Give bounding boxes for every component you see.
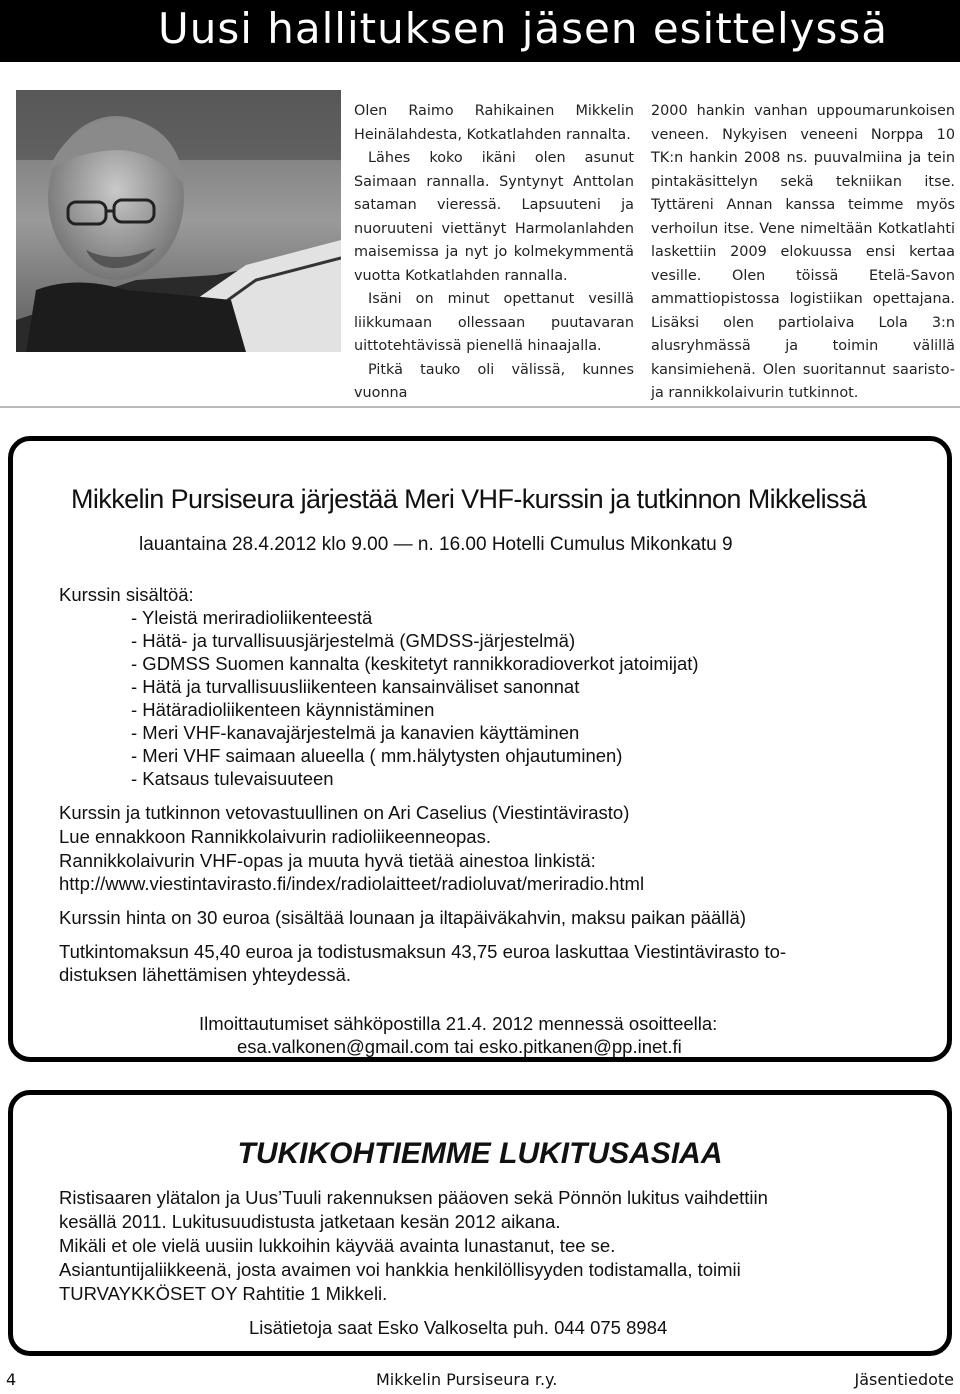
intro-paragraph: Olen Raimo Rahikainen Mikkelin Heinälahdesta, Kotkatlahden rannalta. <box>354 103 634 143</box>
course-item: - Meri VHF saimaan alueella ( mm.hälytysten ohjautuminen) <box>131 745 623 766</box>
intro-column-2 <box>651 100 955 406</box>
course-signup-emails[interactable]: esa.valkonen@gmail.com tai esko.pitkanen@pp.inet.fi <box>237 1036 682 1057</box>
page-number: 4 <box>6 1370 17 1389</box>
course-read-note: Lue ennakkoon Rannikkolaivurin radioliikeenneopas. <box>59 826 491 847</box>
locks-line: kesällä 2011. Lukitusuudistusta jatketaan kesän 2012 aikana. <box>59 1211 561 1232</box>
page-banner <box>0 0 960 62</box>
page-title: Uusi hallituksen jäsen esittelyssä <box>158 4 889 53</box>
course-exam-fee-cont: distuksen lähettämisen yhteydessä. <box>59 964 352 985</box>
locks-title: TUKIKOHTIEMME LUKITUSASIAA <box>237 1137 723 1170</box>
vhf-course-announcement <box>8 436 952 1062</box>
intro-paragraph: Isäni on minut opettanut vesillä liikkumaan ollessaan puutavaran uittotehtävissä pienellä hinaajalla. <box>354 291 634 354</box>
course-item: - Meri VHF-kanavajärjestelmä ja kanavien käyttäminen <box>131 722 580 743</box>
course-date-location: lauantaina 28.4.2012 klo 9.00 — n. 16.00 Hotelli Cumulus Mikonkatu 9 <box>139 534 733 555</box>
locks-line: TURVAYKKÖSET OY Rahtitie 1 Mikkeli. <box>59 1283 388 1304</box>
footer-publication: Jäsentiedote <box>854 1370 954 1389</box>
intro-column-1 <box>354 100 634 406</box>
locks-line: Asiantuntijaliikkeenä, josta avaimen voi hankkia henkilöllisyyden todistamalla, toimii <box>59 1259 741 1280</box>
locks-contact-info: Lisätietoja saat Esko Valkoselta puh. 044 075 8984 <box>249 1317 668 1338</box>
course-item: - GDMSS Suomen kannalta (keskitetyt rannikkoradioverkot jatoimijat) <box>131 653 699 674</box>
course-title: Mikkelin Pursiseura järjestää Meri VHF-kurssin ja tutkinnon Mikkelissä <box>71 484 867 514</box>
course-responsible: Kurssin ja tutkinnon vetovastuullinen on Ari Caselius (Viestintävirasto) <box>59 802 630 823</box>
locks-line: Ristisaaren ylätalon ja Uus’Tuuli rakennuksen pääoven sekä Pönnön lukitus vaihdettiin <box>59 1187 768 1208</box>
course-item: - Hätäradioliikenteen käynnistäminen <box>131 699 435 720</box>
course-item: - Hätä ja turvallisuusliikenteen kansainväliset sanonnat <box>131 676 580 697</box>
intro-paragraph: Pitkä tauko oli välissä, kunnes vuonna <box>354 361 634 401</box>
course-exam-fee: Tutkintomaksun 45,40 euroa ja todistusmaksun 43,75 euroa laskuttaa Viestintävirasto to- <box>59 941 787 962</box>
course-link-label: Rannikkolaivurin VHF-opas ja muuta hyvä tietää ainestoa linkistä: <box>59 850 596 871</box>
locks-line: Mikäli et ole vielä uusiin lukkoihin käyvää avainta lunastanut, tee se. <box>59 1235 616 1256</box>
section-divider <box>0 406 960 408</box>
member-portrait-photo <box>16 90 341 352</box>
intro-paragraph: 2000 hankin vanhan uppoumarunkoisen veneen. Nykyisen veneeni Norppa 10 TK:n hankin 2008 ns. puuvalmiina ja tein pintakäsittelyn sekä tekniikan itse. Tyttäreni Annan kanssa teimme myös verhoilun itse. Vene nimeltään Kotkatlahti laskettiin 2009 elokuussa ensi kertaa vesille. Olen töissä Etelä-Savon ammattiopistossa logistiikan opettajana. Lisäksi olen partiolaiva Lola 3:n alusryhmässä ja toimin välillä kansimiehenä. Olen suoritannut saaristo- ja rannikkolaivurin tutkinnot. <box>651 103 955 401</box>
course-item: - Katsaus tulevaisuuteen <box>131 768 334 789</box>
course-url-link[interactable]: http://www.viestintavirasto.fi/index/radiolaitteet/radioluvat/meriradio.html <box>59 873 645 894</box>
course-item: - Hätä- ja turvallisuusjärjestelmä (GMDSS-järjestelmä) <box>131 630 576 651</box>
course-price: Kurssin hinta on 30 euroa (sisältää lounaan ja iltapäiväkahvin, maksu paikan päällä) <box>59 907 746 928</box>
intro-paragraph: Lähes koko ikäni olen asunut Saimaan rannalla. Syntynyt Anttolan sataman vieressä. Lapsuuteni ja nuoruuteni viettänyt Harmolanlahden maisemissa ja nyt jo kolmekymmentä vuotta Kotkatlahden rannalla. <box>354 150 634 284</box>
footer-organization: Mikkelin Pursiseura r.y. <box>376 1370 558 1389</box>
course-signup: Ilmoittautumiset sähköpostilla 21.4. 2012 mennessä osoitteella: <box>199 1013 718 1034</box>
locks-notice <box>8 1090 952 1356</box>
course-contents-label: Kurssin sisältöä: <box>59 584 194 605</box>
course-item: - Yleistä meriradioliikenteestä <box>131 607 373 628</box>
